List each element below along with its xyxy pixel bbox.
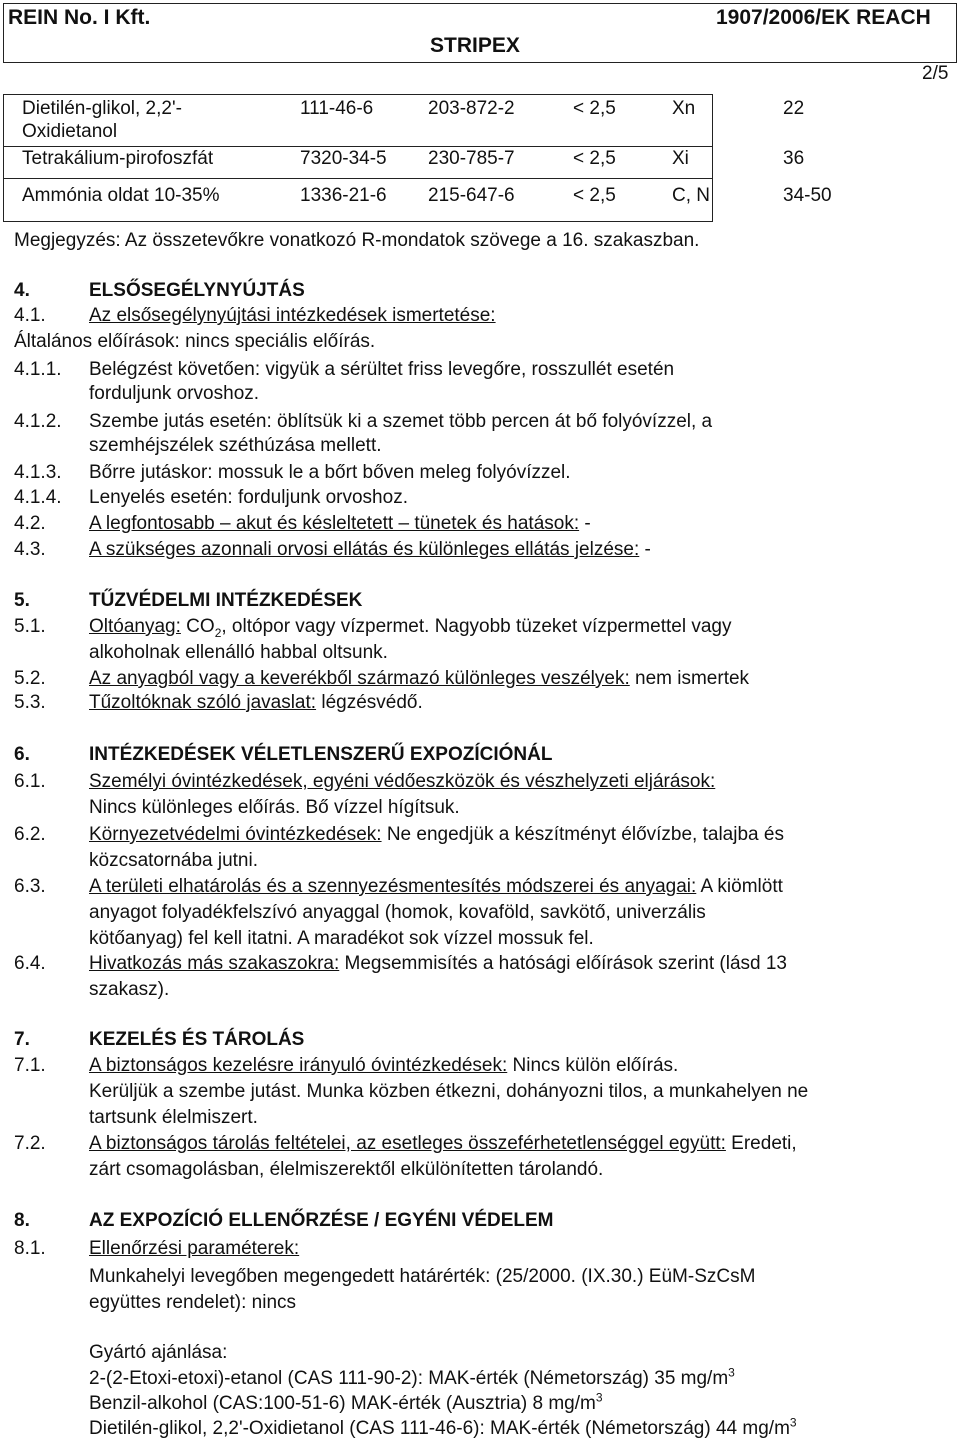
safe-storage-line [89,1131,797,1157]
cell-symbol: Xi [672,148,689,169]
co2-text: CO [180,616,215,637]
section-7-2-number: 7.2. [14,1133,46,1154]
cell-name: Dietilén-glikol, 2,2'- [22,98,182,119]
section-4-2-title: A legfontosabb – akut és késleltetett – tünetek és hatások: [89,513,580,534]
section-5-1-number: 5.1. [14,616,46,637]
mak-line-1 [89,1366,735,1392]
personal-precautions-text: Nincs különleges előírás. Bő vízzel hígítsuk. [89,797,460,818]
cell-conc: < 2,5 [573,185,616,206]
cell-symbol: Xn [672,98,696,119]
eye-contact-text-cont: szemhéjszélek széthúzása mellett. [89,435,382,456]
section-4-1-1-number: 4.1.1. [14,359,62,380]
section-7-title: KEZELÉS ÉS TÁROLÁS [89,1029,305,1050]
section-4-3-line [89,537,651,563]
co2-subscript: 2 [214,625,222,640]
reference-cont: szakasz). [89,979,170,1000]
section-4-title: ELSŐSEGÉLYNYÚJTÁS [89,280,305,301]
reference-value: Megsemmisítés a hatósági előírások szerint (lásd 13 [339,953,788,974]
company-name: REIN No. I Kft. [8,6,151,29]
mak-line-3 [89,1416,797,1442]
firefighter-advice-value: légzésvédő. [316,692,423,713]
extinguishing-media-label: Oltóanyag: [89,616,181,637]
special-hazards-label: Az anyagból vagy a keverékből származó különleges veszélyek: [89,668,630,689]
section-6-4-number: 6.4. [14,953,46,974]
section-5-2-number: 5.2. [14,668,46,689]
mak-line-1-text: 2-(2-Etoxi-etoxi)-etanol (CAS 111-90-2): MAK-érték (Németország) 35 mg/m [89,1368,729,1389]
r-phrases-note: Megjegyzés: Az összetevőkre vonatkozó R-mondatok szövege a 16. szakaszban. [14,230,700,251]
section-8-1-number: 8.1. [14,1238,46,1259]
extinguishing-media-cont: alkoholnak ellenálló habbal oltsunk. [89,642,388,663]
control-parameters-label: Ellenőrzési paraméterek: [89,1238,300,1259]
section-6-title: INTÉZKEDÉSEK VÉLETLENSZERŰ EXPOZÍCIÓNÁL [89,744,553,765]
containment-label: A területi elhatárolás és a szennyezésmentesítés módszerei és anyagai: [89,876,697,897]
mak-line-2-text: Benzil-alkohol (CAS:100-51-6) MAK-érték (Ausztria) 8 mg/m [89,1393,596,1414]
section-4-2-value: - [579,513,591,534]
firefighter-advice-line [89,690,423,716]
section-5-title: TŰZVÉDELMI INTÉZKEDÉSEK [89,590,363,611]
extinguishing-media-line [89,614,731,640]
section-4-1-number: 4.1. [14,305,46,326]
cell-symbol: C, N [672,185,710,206]
superscript-3: 3 [789,1415,797,1430]
cell-ec: 230-785-7 [428,148,515,169]
section-6-number: 6. [14,744,30,765]
section-5-number: 5. [14,590,30,611]
cell-conc: < 2,5 [573,148,616,169]
section-6-3-number: 6.3. [14,876,46,897]
superscript-3: 3 [595,1390,603,1405]
containment-cont-2: kötőanyag) fel kell itatni. A maradékot sok vízzel mossuk fel. [89,928,594,949]
page-number: 2/5 [922,63,949,84]
environmental-precautions-value: Ne engedjük a készítményt élővízbe, talajba és [381,824,784,845]
cell-r: 34-50 [783,185,832,206]
section-4-3-title: A szükséges azonnali orvosi ellátás és különleges ellátás jelzése: [89,539,640,560]
product-name: STRIPEX [430,34,520,57]
section-8-title: AZ EXPOZÍCIÓ ELLENŐRZÉSE / EGYÉNI VÉDELEM [89,1210,554,1231]
reference-label: Hivatkozás más szakaszokra: [89,953,340,974]
section-6-2-number: 6.2. [14,824,46,845]
inhalation-text-cont: forduljunk orvoshoz. [89,383,260,404]
cell-cas: 7320-34-5 [300,148,387,169]
section-4-1-3-number: 4.1.3. [14,462,62,483]
section-4-number: 4. [14,280,30,301]
cell-name: Ammónia oldat 10-35% [22,185,220,206]
reference-line [89,951,787,977]
inhalation-text: Belégzést követően: vigyük a sérültet friss levegőre, rosszullét esetén [89,359,675,380]
special-hazards-value: nem ismertek [629,668,750,689]
cell-name: Tetrakálium-pirofoszfát [22,148,214,169]
safe-handling-cont-1: Kerüljük a szembe jutást. Munka közben étkezni, dohányozni tilos, a munkahelyen ne [89,1081,809,1102]
table-row-divider [3,146,713,147]
containment-value: A kiömlött [696,876,783,897]
cell-r: 36 [783,148,805,169]
cell-name: Oxidietanol [22,121,118,142]
superscript-3: 3 [728,1365,735,1380]
workplace-limit-text: Munkahelyi levegőben megengedett határérték: (25/2000. (IX.30.) EüM-SzCsM [89,1266,756,1287]
section-6-1-number: 6.1. [14,771,46,792]
safe-handling-line [89,1053,678,1079]
safe-storage-value: Eredeti, [725,1133,797,1154]
containment-line [89,874,783,900]
cell-cas: 111-46-6 [300,98,374,119]
safe-storage-label: A biztonságos tárolás feltételei, az esetleges összeférhetetlenséggel együtt: [89,1133,726,1154]
safe-handling-label: A biztonságos kezelésre irányuló óvintézkedések: [89,1055,508,1076]
cell-cas: 1336-21-6 [300,185,387,206]
section-4-1-4-number: 4.1.4. [14,487,62,508]
table-row-divider [3,178,713,179]
ingestion-text: Lenyelés esetén: forduljunk orvoshoz. [89,487,408,508]
safe-handling-cont-2: tartsunk élelmiszert. [89,1107,258,1128]
personal-precautions-label: Személyi óvintézkedések, egyéni védőeszközök és vészhelyzeti eljárások: [89,771,716,792]
cell-ec: 215-647-6 [428,185,515,206]
regulation-ref: 1907/2006/EK REACH [716,6,931,29]
mak-line-2 [89,1391,603,1417]
containment-cont-1: anyagot folyadékfelszívó anyaggal (homok, kovaföld, savkötő, univerzális [89,902,706,923]
cell-conc: < 2,5 [573,98,616,119]
section-7-1-number: 7.1. [14,1055,46,1076]
cell-r: 22 [783,98,805,119]
environmental-precautions-cont: közcsatornába jutni. [89,850,258,871]
cell-ec: 203-872-2 [428,98,515,119]
special-hazards-line [89,666,749,692]
section-7-number: 7. [14,1029,30,1050]
section-4-3-value: - [639,539,651,560]
safe-handling-value: Nincs külön előírás. [507,1055,679,1076]
environmental-precautions-label: Környezetvédelmi óvintézkedések: [89,824,382,845]
section-4-2-number: 4.2. [14,513,46,534]
safe-storage-cont: zárt csomagolásban, élelmiszerektől elkülönítetten tárolandó. [89,1159,604,1180]
section-4-1-2-number: 4.1.2. [14,411,62,432]
general-rules: Általános előírások: nincs speciális előírás. [14,331,376,352]
workplace-limit-cont: együttes rendelet): nincs [89,1292,297,1313]
environmental-precautions-line [89,822,784,848]
extinguishing-media-text: , oltópor vagy vízpermet. Nagyobb tüzeket vízpermettel vagy [221,616,732,637]
manufacturer-recommendation-title: Gyártó ajánlása: [89,1342,228,1363]
section-4-2-line [89,511,591,537]
section-5-3-number: 5.3. [14,692,46,713]
skin-contact-text: Bőrre jutáskor: mossuk le a bőrt bőven meleg folyóvízzel. [89,462,571,483]
firefighter-advice-label: Tűzoltóknak szóló javaslat: [89,692,317,713]
eye-contact-text: Szembe jutás esetén: öblítsük ki a szemet több percen át bő folyóvízzel, a [89,411,713,432]
section-4-1-title: Az elsősegélynyújtási intézkedések ismertetése: [89,305,496,326]
mak-line-3-text: Dietilén-glikol, 2,2'-Oxidietanol (CAS 111-46-6): MAK-érték (Németország) 44 mg/m [89,1418,790,1439]
section-8-number: 8. [14,1210,30,1231]
section-4-3-number: 4.3. [14,539,46,560]
